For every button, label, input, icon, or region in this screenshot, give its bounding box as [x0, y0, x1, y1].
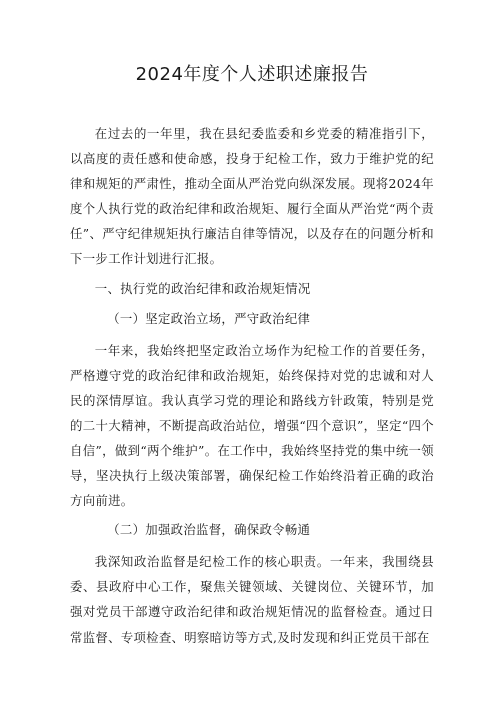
- subsection-1-heading: （一）坚定政治立场，严守政治纪律: [107, 310, 311, 326]
- intro-paragraph: 在过去的一年里，我在县纪委监委和乡党委的精准指引下，以高度的责任感和使命感，投身于纪检工作，致力于维护党的纪律和规矩的严肃性，推动全面从严治党向纵深发展。现将2024年度个人执行党的政治纪律和政治规矩、履行全面从严治党“两个责任”、严守纪律规矩执行廉洁自律等情况，以及存在的问题分析和下一步工作计划进行汇报。: [70, 126, 434, 267]
- subsection-2-heading: （二）加强政治监督，确保政令畅通: [107, 522, 311, 538]
- section-1-heading: 一、执行党的政治纪律和政治规矩情况: [94, 280, 311, 296]
- subsection-1-body: 一年来，我始终把坚定政治立场作为纪检工作的首要任务，严格遵守党的政治纪律和政治规矩，始终保持对党的忠诚和对人民的深情厚谊。我认真学习党的理论和路线方针政策，特别是党的二十大精神，不断提高政治站位，增强“四个意识”，坚定“四个自信”，做到“两个维护”。在工作中，我始终坚持党的集中统一领导，坚决执行上级决策部署，确保纪检工作始终沿着正确的政治方向前进。: [70, 342, 434, 509]
- subsection-2-body: 我深知政治监督是纪检工作的核心职责。一年来，我围绕县委、县政府中心工作，聚焦关键领域、关键岗位、关键环节，加强对党员干部遵守政治纪律和政治规矩情况的监督检查。通过日常监督、专项检查、明察暗访等方式,及时发现和纠正党员干部在: [70, 554, 434, 645]
- document-title: 2024年度个人述职述廉报告: [135, 64, 369, 85]
